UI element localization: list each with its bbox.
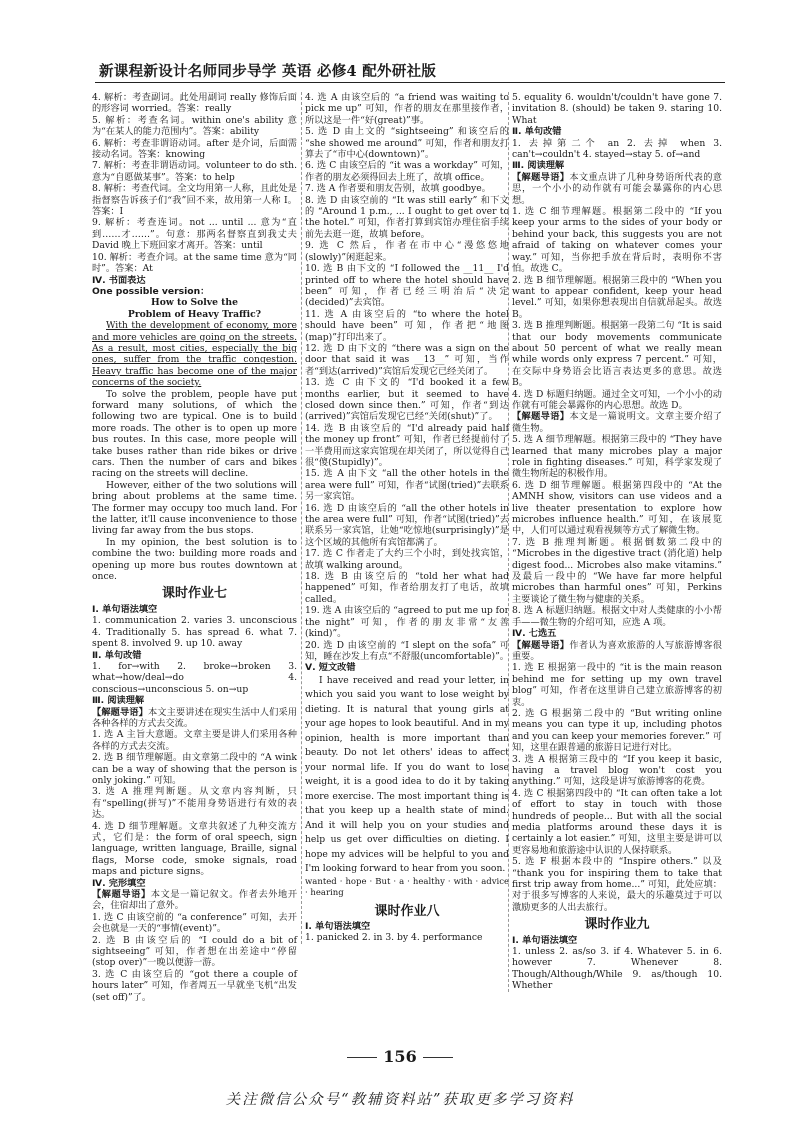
answer-line: 1. panicked 2. in 3. by 4. performance: [305, 932, 483, 944]
section-heading: Ⅲ. 阅读理解: [512, 160, 565, 172]
column-3: [508, 92, 722, 992]
fix-word: But: [375, 876, 391, 887]
answer-item: 5. 选 D 由上文的 “sightseeing” 和该空后的 “she showed me around” 可知，作者和朋友打算去了“市中心(downtown)”。: [305, 126, 509, 161]
lesson-title: 课时作业七: [161, 586, 227, 602]
header-title: 新课程新设计名师同步导学 英语 必修4 配外研社版: [99, 63, 437, 80]
fix-word: healthy: [412, 876, 445, 887]
guide-text: 【解题导语】本文重点讲了几种身势语所代表的意思，一个小小的动作就有可能会暴露你的内心思想。: [512, 171, 722, 206]
fix-word: hearing: [310, 888, 344, 899]
column-2: [301, 92, 509, 944]
correction-fixes: wanted · hope · But · a · healthy · with · advice · hearing: [305, 876, 510, 899]
answer-item: 10. 选 B 由下文的 “I followed the __11__ I'd printed off to where the hotel should have been” 可知，作者已经三明治后“决定(decided)”去宾馆。: [305, 263, 509, 309]
essay-paragraph: With the development of economy, more and more vehicles are going on the streets. As a result, most cities, especially the big ones, suffer from the traffic congestion. Heavy traffic has become one of the major concerns of the society.: [92, 320, 297, 389]
guide-text: 【解题导语】本文是一篇记叙文。作者去外地开会，住宿却出了意外。: [92, 889, 298, 912]
footer-note: 关注微信公众号“教辅资料站”获取更多学习资料: [225, 1092, 575, 1108]
answer-item: 10. 解析：考查介词。at the same time 意为“同时”。答案：At: [92, 251, 297, 275]
guide-text: 【解题导语】本文是一篇说明文。文章主要介绍了微生物。: [512, 411, 722, 434]
lesson-title: 课时作业九: [584, 917, 650, 933]
answer-item: 6. 选 D 细节理解题。根据第四段中的 “At the AMNH show, visitors can use videos and a live theater presentation to explore how microbes influence health.” 可知，在该展览中，人们可以通过观看视频等方式了解微生物。: [512, 479, 722, 537]
section-heading: Ⅰ. 单句语法填空: [92, 603, 158, 615]
answer-item: 4. 选 A 由该空后的 “a friend was waiting to pick me up” 可知，作者的朋友在那里接作者，所以这是一件“好(great)”事。: [305, 92, 509, 126]
answer-item: 18. 选 B 由该空后的 “told her what had happened” 可知，作者给朋友打了电话，故填 called。: [305, 571, 509, 605]
essay-paragraph: In my opinion, the best solution is to combine the two: building more roads and opening up more bus routes downtown at once.: [92, 536, 297, 583]
guide-label: 【解题导语】: [512, 639, 570, 651]
section-heading: Ⅳ. 书面表达: [92, 274, 146, 286]
answer-line: 1. 去掉第二个 an 2. 去掉 when 3. can't→couldn't 4. stayed→stay 5. of→and: [512, 137, 722, 161]
answer-item: 13. 选 C 由下文的 “I'd booked it a few months earlier, but it seemed to have closed down since then.” 可知，作者“到达(arrived)”宾馆后发现它已经“关闭(shut)”了。: [305, 377, 509, 423]
section-heading: Ⅲ. 阅读理解: [92, 695, 145, 707]
section-heading: Ⅰ. 单句语法填空: [305, 920, 371, 932]
answer-item: 20. 选 D 由该空前的 “I slept on the sofa” 可知，睡在沙发上有点“不舒服(uncomfortable)”。: [305, 639, 509, 662]
section-heading: Ⅱ. 单句改错: [512, 126, 562, 138]
answer-item: 16. 选 D 由该空后的 “all the other hotels in the area were full” 可知，作者“试图(tried)”去联系另一家宾馆，让她“吃惊地(surprisingly)”是这个区域的其他所有宾馆都满了。: [305, 502, 509, 548]
answer-item: 4. 选 C 根据第四段中的 “It can often take a lot of effort to stay in touch with those hundreds of people... But with all the social media platforms around these days it is certainly a lot easier.” 可知，这里主要是讲可以更容易地和旅游途中认识的人保持联系。: [512, 787, 722, 856]
error-correction-passage: I have received and read your letter, in which you said you want to lose weight by dieting. It is natural that young girls at your age hopes to look beautiful. And in my opinion, health is more important than beauty. Do not let others' ideas to affect your normal life. If you do want to lose weight, it is a good idea to do it by taking more exercise. The most important thing is that you keep up a health state of mind. And it will help you on your studies and help us get over difficulties on dieting. I hope my advices will be helpful to you and I'm looking forward to hear from you soon.: [305, 674, 509, 875]
answer-item: 3. 选 A 推理判断题。从文章内容判断，只有“spelling(拼写)”不能用身势语进行有效的表达。: [92, 786, 297, 821]
answer-line: 1. communication 2. varies 3. unconscious 4. Traditionally 5. has spread 6. what 7. spent 8. involved 9. up 10. away: [92, 615, 297, 650]
answer-item: 7. 选 B 推理判断题。根据倒数第二段中的 “Microbes in the digestive tract (消化道) help digest food... Microbes also make vitamins.” 及最后一段中的 “We have far more helpful microbes than harmful ones” 可知，Perkins 主要谈论了微生物与健康的关系。: [512, 536, 722, 605]
fix-word: wanted: [305, 876, 337, 887]
section-heading: Ⅳ. 七选五: [512, 628, 557, 640]
column-1: [92, 92, 297, 1003]
answer-item: 11. 选 A 由该空后的 “to where the hotel should have been” 可知，作者把“地图(map)”打印出来了。: [305, 308, 509, 343]
fix-word: a: [399, 876, 405, 887]
answer-item: 2. 选 B 由该空后的 “I could do a bit of sightseeing” 可知，作者想在出差途中“停留(stop over)”一晚以便游一游。: [92, 934, 297, 969]
answer-item: 7. 选 A 作者要和朋友告别，故填 goodbye。: [305, 183, 491, 195]
page-header: [95, 58, 725, 83]
answer-item: 8. 解析：考查代词。全文均用第一人称，且此处是指督察告诉孩子们“我”回不来，故用第一人称 I。答案：I: [92, 183, 297, 218]
guide-label: 【解题导语】: [512, 171, 570, 183]
answer-item: 8. 选 A 标题归纳题。根据文中对人类健康的小小帮手——微生物的介绍可知，应选 A 项。: [512, 605, 722, 628]
answer-line: 1. unless 2. as/so 3. if 4. Whatever 5. in 6. however 7. Whenever 8. Though/Although/While 9. as/though 10. Whether: [512, 946, 722, 992]
essay-title-line1: How to Solve the: [151, 297, 238, 309]
answer-item: 14. 选 B 由该空后的 “I'd already paid half the money up front” 可知，作者已经提前付了一半费用而这家宾馆现在却关闭了，所以觉得自己很“傻(Stupidly)”。: [305, 422, 509, 468]
answer-item: 4. 选 D 标题归纳题。通过全文可知，一个小小的动作就有可能会暴露你的内心思想。故选 D。: [512, 388, 722, 411]
fix-word: hope: [345, 876, 367, 887]
answer-item: 5. 解析：考查名词。within one's ability 意为“在某人的能力范围内”。答案：ability: [92, 114, 297, 138]
section-heading: Ⅰ. 单句语法填空: [512, 934, 578, 946]
answer-item: 2. 选 B 细节理解题。由文章第二段中的 “A wink can be a way of showing that the person is only joking.” 可知。: [92, 752, 297, 786]
answer-item: 4. 选 D 细节理解题。文章共叙述了九种交流方式，它们是：the form of oral speech, sign language, written language, Braille, signal flags, Morse code, smoke signals, road maps and picture signs。: [92, 820, 297, 878]
guide-text: 【解题导语】本文主要讲述在现实生活中人们采用各种各样的方式去交流。: [92, 706, 298, 729]
answer-item: 15. 选 A 由下文 “all the other hotels in the area were full” 可知，作者“试图(tried)”去联系另一家宾馆。: [305, 468, 509, 503]
essay-title-line2: Problem of Heavy Traffic?: [127, 308, 262, 320]
section-heading: Ⅳ. 完形填空: [92, 877, 146, 889]
answer-item: 3. 选 A 根据第三段中的 “If you keep it basic, having a travel blog won't cost you anything.” 可知，这段是讲写旅游博客的花费。: [512, 753, 722, 788]
essay-paragraph: To solve the problem, people have put forward many solutions, of which the following two are typical. One is to build more roads. The other is to open up more bus routes. In this case, more people will take buses rather than ride bikes or drive cars. Then the number of cars and bikes racing on the streets will decline.: [92, 388, 297, 480]
section-heading: Ⅴ. 短文改错: [305, 662, 356, 674]
fix-word: advice: [481, 876, 510, 887]
guide-label: 【解题导语】: [92, 706, 148, 718]
answer-item: 9. 解析：考查连词。not ... until ... 意为“直到……才……”。句意：那两名督察直到我丈夫 David 晚上下班回家才离开。答案：until: [92, 217, 297, 252]
answer-item: 3. 选 C 由该空后的 “got there a couple of hours later” 可知，作者周五一早就坐飞机“出发(set off)”了。: [92, 968, 297, 1003]
answer-item: 6. 解析：考查非谓语动词。after 是介词，后面需接动名词。答案：knowing: [92, 137, 297, 161]
answer-item: 17. 选 C 作者走了大约三个小时，到处找宾馆，故填 walking around。: [305, 548, 509, 571]
answer-item: 2. 选 B 细节理解题。根据第三段中的 “When you want to appear confident, keep your head level.” 可知，如果你想表现出自信就昂起头。故选 B。: [512, 274, 722, 320]
essay-paragraph: However, either of the two solutions will bring about problems at the same time. The former may occupy too much land. For the latter, it'll cause inconvenience to those living far away from the bus stops.: [92, 479, 297, 537]
guide-label: 【解题导语】: [92, 889, 151, 901]
answer-item: 2. 选 G 根据第二段中的 “But writing online means you can type it up, including photos and you can keep your memories forever.” 可知，这里在跟普通的旅游日记进行对比。: [512, 707, 722, 754]
lesson-title: 课时作业八: [374, 903, 440, 919]
answer-item: 1. 选 E 根据第一段中的 “it is the main reason behind me for setting up my own travel blog” 可知，作者在这里讲自己建立旅游博客的初衷。: [512, 662, 722, 708]
answer-line: 1. for→with 2. broke→broken 3. what→how/deal→do 4. conscious→unconscious 5. on→up: [92, 660, 297, 695]
answer-item: 4. 解析：考查副词。此处用副词 really 修饰后面的形容词 worried。答案：really: [92, 92, 297, 115]
answer-item: 3. 选 B 推理判断题。根据第一段第二句 “It is said that our body movements communicate about 50 percent of what we really mean while words only express 7 percent.” 可知，在交际中身势语会比语言表达更多的意思。故选 B。: [512, 320, 722, 389]
fix-word: with: [453, 876, 473, 887]
answer-item: 12. 选 D 由下文的 “there was a sign on the door that said it was __13__” 可知，当作者“到达(arrived)”宾馆后发现它已经关闭了。: [305, 342, 509, 377]
page-number: 156: [0, 1047, 800, 1066]
section-heading: Ⅱ. 单句改错: [92, 649, 142, 661]
version-label: One possible version：: [92, 285, 210, 297]
answer-item: 19. 选 A 由该空后的 “agreed to put me up for the night” 可知，作者的朋友非常“友善(kind)”。: [305, 605, 509, 640]
answer-item: 1. 选 C 细节理解题。根据第二段中的 “If you keep your arms to the sides of your body or behind your back, this suggests you are not afraid of taking on whatever comes your way.” 可知，当你把手放在背后时，表明你不害怕。故选 C。: [512, 206, 722, 275]
answer-item: 5. 选 A 细节理解题。根据第三段中的 “They have learned that many microbes play a major role in fighting diseases.” 可知，科学家发现了微生物所起的积极作用。: [512, 434, 722, 480]
divider: [423, 1057, 453, 1058]
answer-line: 5. equality 6. wouldn't/couldn't have gone 7. invitation 8. (should) be taken 9. staring 10. What: [512, 92, 722, 126]
guide-label: 【解题导语】: [512, 411, 570, 423]
guide-text: 【解题导语】作者认为喜欢旅游的人写旅游博客很重要。: [512, 639, 722, 662]
divider: [347, 1057, 377, 1058]
answer-item: 6. 选 C 由该空后的 “it was a workday” 可知，作者的朋友必须得回去上班了，故填 office。: [305, 160, 509, 183]
answer-item: 7. 解析：考查非谓语动词。volunteer to do sth. 意为“自愿做某事”。答案：to help: [92, 160, 297, 183]
answer-item: 1. 选 A 主旨大意题。文章主要是讲人们采用各种各样的方式去交流。: [92, 729, 297, 752]
answer-item: 1. 选 C 由该空前的 “a conference” 可知，去开会也就是一天的“事情(event)”。: [92, 911, 297, 935]
answer-item: 9. 选 C 然后，作者在市中心“漫悠悠地(slowly)”闲逛起来。: [305, 240, 509, 263]
answer-item: 8. 选 D 由该空前的 “It was still early” 和下文的 “Around 1 p.m., ... I ought to get over to the hotel.” 可知，作者打算到宾馆办理住宿手续前先去逛一逛，故填 before。: [305, 194, 509, 240]
answer-item: 5. 选 F 根据本段中的 “Inspire others.” 以及 “thank you for inspiring them to take that first trip away from home...” 可知，此处应填：对于很多写博客的人来说，最大的乐趣莫过于可以激励更多的人出去旅行。: [512, 856, 722, 913]
